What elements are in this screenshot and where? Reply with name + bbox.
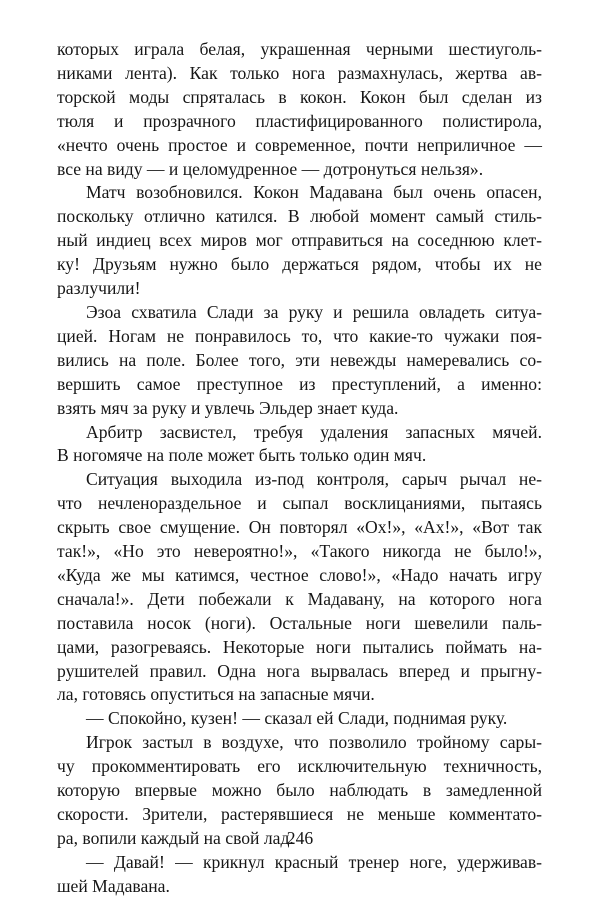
text-line: никами лента). Как только нога размахнулась, жертва ав- [57, 62, 542, 83]
text-line: вились на поле. Более того, эти невежды намеревались со- [57, 349, 542, 370]
text-line: взять мяч за руку и увлечь Эльдер знает куда. [57, 397, 399, 418]
text-line: цами, разогреваясь. Некоторые ноги пытались поймать на- [57, 636, 542, 657]
text-line: тюля и прозрачного пластифицированного полистирола, [57, 110, 542, 131]
text-line: ку! Друзьям нужно было держаться рядом, чтобы их не [57, 254, 542, 275]
text-line: ный индиец всех миров мог отправиться на соседнюю клет- [57, 230, 542, 251]
text-line: торской моды спряталась в кокон. Кокон был сделан из [57, 86, 542, 107]
text-line: что нечленораздельное и сыпал восклицаниями, пытаясь [57, 493, 542, 514]
text-line: которую впервые можно было наблюдать в замедленной [57, 780, 542, 801]
text-line: «Куда же мы катимся, честное слово!», «Надо начать игру [57, 564, 542, 585]
text-line: разлучили! [57, 278, 141, 299]
text-line: Игрок застыл в воздухе, что позволило тройному сары- [86, 732, 542, 753]
text-line: Ситуация выходила из-под контроля, сарыч рычал не- [86, 469, 542, 490]
text-line: скорости. Зрители, растерявшиеся не меньше комментато- [57, 804, 542, 824]
text-line: все на виду — и целомудренное — дотронуться нельзя». [57, 158, 484, 179]
text-line: вершить самое преступное из преступлений, а именно: [57, 373, 542, 394]
text-line: цией. Ногам не понравилось то, что какие-то чужаки поя- [57, 325, 542, 346]
page-number: 246 [286, 828, 314, 848]
text-line: поставила носок (ноги). Остальные ноги шевелили паль- [57, 612, 542, 633]
text-line: Арбитр засвистел, требуя удаления запасных мячей. [86, 421, 542, 442]
text-line: так!», «Но это невероятно!», «Такого никогда не было!», [57, 541, 542, 562]
text-line: В ногомяче на поле может быть только один мяч. [57, 445, 427, 466]
text-line: рушителей правил. Одна нога вырвалась вперед и прыгну- [57, 660, 542, 681]
text-line: ла, готовясь опуститься на запасные мячи. [57, 684, 375, 705]
text-line: Матч возобновился. Кокон Мадавана был очень опасен, [86, 182, 542, 203]
text-line: поскольку отлично катился. В любой момент самый стиль- [57, 206, 542, 227]
text-line: Эзоа схватила Слади за руку и решила овладеть ситуа- [86, 301, 542, 322]
text-line: скрыть свое смущение. Он повторял «Ох!», «Ах!», «Вот так [57, 517, 542, 538]
text-line: которых играла белая, украшенная черными шестиуголь- [57, 39, 542, 59]
text-line: ра, вопили каждый на свой лад. [57, 827, 294, 848]
text-line: — Спокойно, кузен! — сказал ей Слади, поднимая руку. [86, 708, 508, 729]
text-line: «нечто очень простое и современное, почти неприличное — [57, 134, 542, 155]
text-line: — Давай! — крикнул красный тренер ноге, удерживав- [86, 851, 542, 872]
text-line: шей Мадавана. [57, 875, 170, 896]
text-line: чу прокомментировать его исключительную техничность, [57, 756, 542, 777]
page-text [57, 38, 542, 899]
text-line: сначала!». Дети побежали к Мадавану, на которого нога [57, 588, 542, 609]
